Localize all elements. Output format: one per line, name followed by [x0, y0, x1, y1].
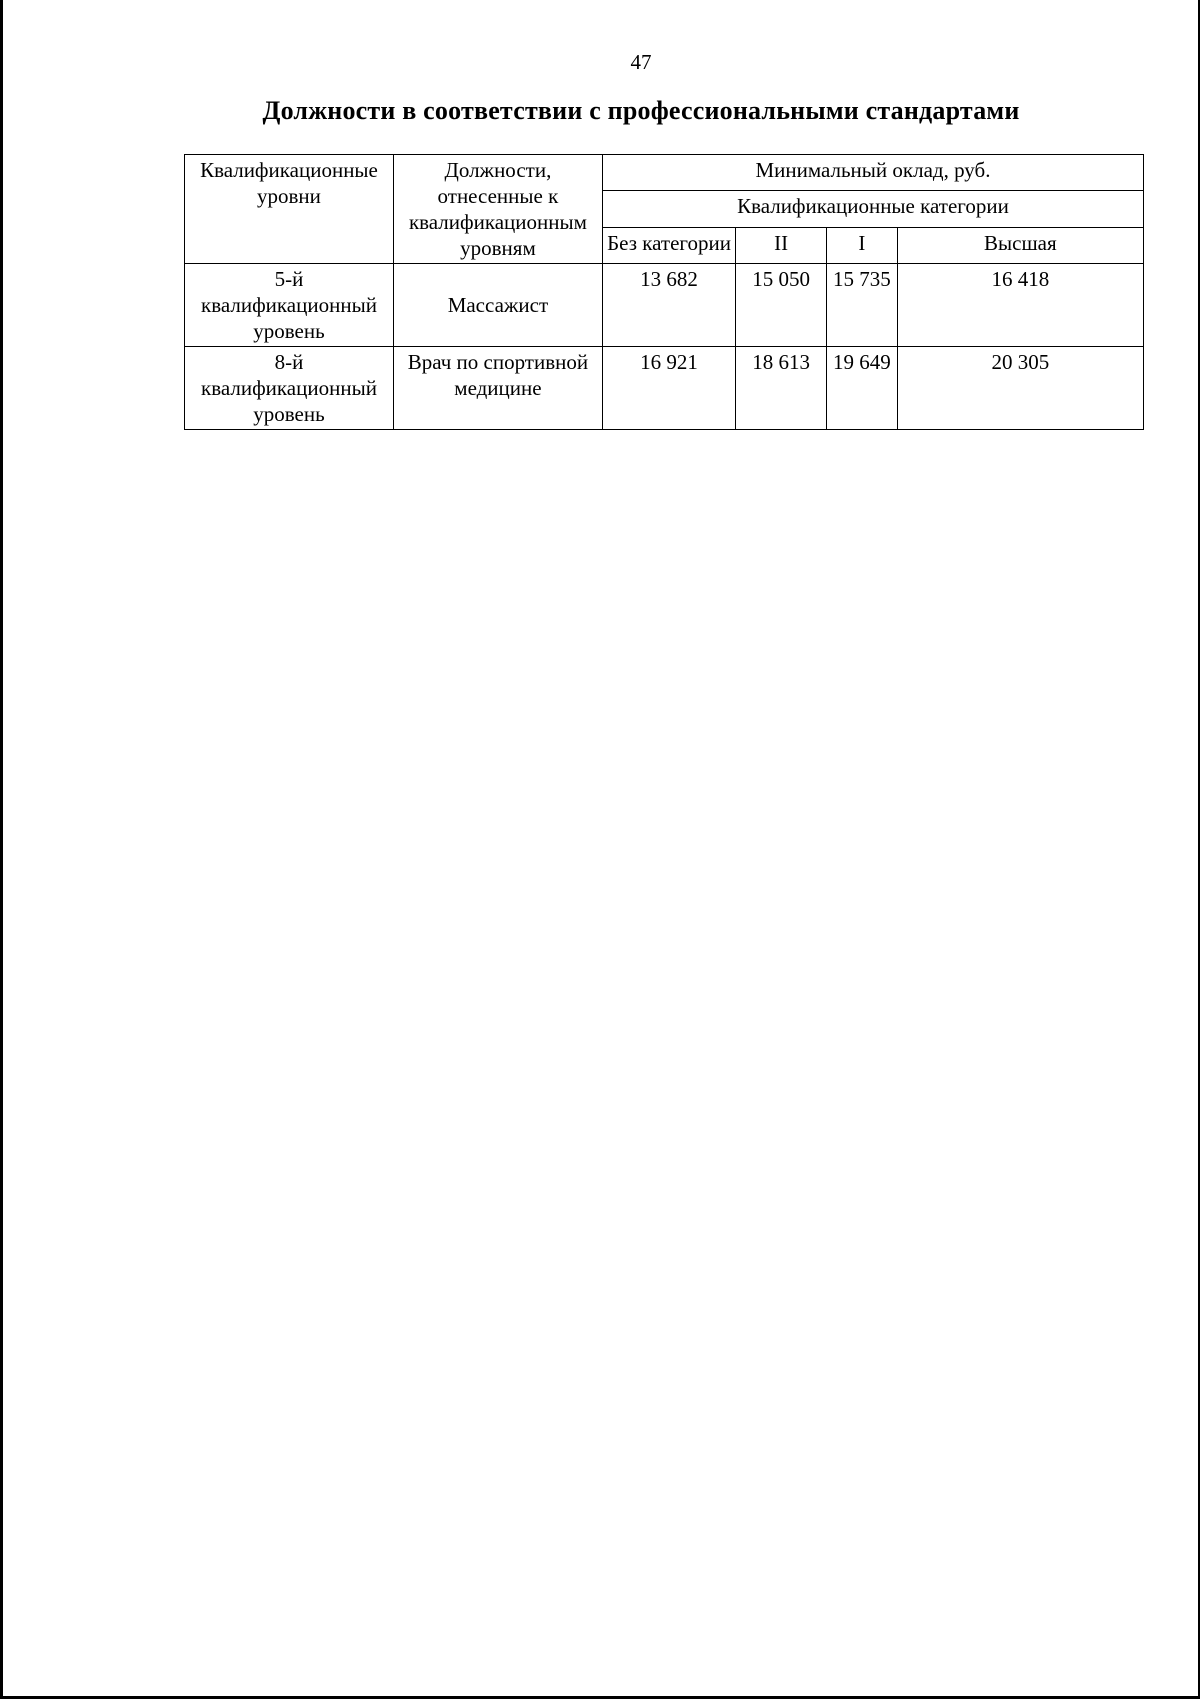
header-row-1	[185, 155, 1144, 191]
header-categories: Квалификационные категории	[602, 191, 1143, 227]
cell-salary-none: 16 921	[602, 347, 735, 430]
header-levels: Квалификационные уровни	[185, 155, 394, 264]
table-row	[185, 264, 1144, 347]
cell-salary-top: 16 418	[897, 264, 1143, 347]
salary-table	[184, 154, 1144, 430]
header-min-salary: Минимальный оклад, руб.	[602, 155, 1143, 191]
cell-salary-none: 13 682	[602, 264, 735, 347]
header-positions: Должности, отнесенные к квалификационным уровням	[393, 155, 602, 264]
table-row	[185, 347, 1144, 430]
cell-level: 8-й квалификационный уровень	[185, 347, 394, 430]
document-title: Должности в соответствии с профессиональными стандартами	[262, 96, 1020, 125]
header-cat-1: I	[827, 227, 898, 263]
header-cat-none: Без категории	[602, 227, 735, 263]
cell-salary-top: 20 305	[897, 347, 1143, 430]
cell-salary-cat2: 15 050	[736, 264, 827, 347]
header-cat-top: Высшая	[897, 227, 1143, 263]
header-cat-2: II	[736, 227, 827, 263]
cell-salary-cat1: 15 735	[827, 264, 898, 347]
cell-position: Массажист	[393, 264, 602, 347]
cell-salary-cat2: 18 613	[736, 347, 827, 430]
cell-salary-cat1: 19 649	[827, 347, 898, 430]
scan-edge-left	[0, 0, 3, 1699]
page-number: 47	[630, 50, 652, 74]
cell-position: Врач по спортивной медицине	[393, 347, 602, 430]
cell-level: 5-й квалификационный уровень	[185, 264, 394, 347]
